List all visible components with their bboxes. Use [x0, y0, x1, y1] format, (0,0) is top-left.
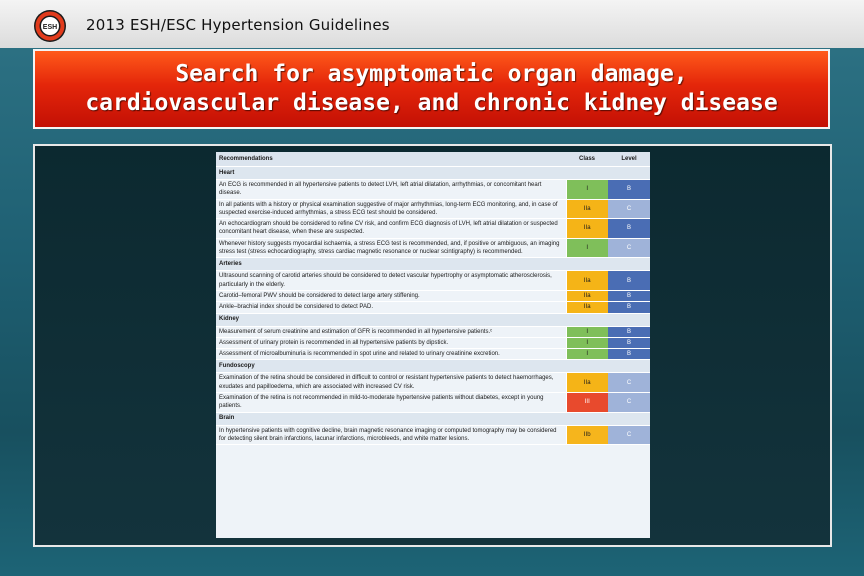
section-row: [216, 412, 650, 425]
recommendation-text: In all patients with a history or physical examination suggestive of major arrhythmias, long-term ECG monitoring, and, in case of suspected exercise-induced arrhythmias, a stress ECG test should be considered.: [216, 199, 566, 219]
recommendation-text: An ECG is recommended in all hypertensive patients to detect LVH, left atrial dilatation, arrhythmias, or concomitant heart disease.: [216, 180, 566, 200]
recommendation-text: In hypertensive patients with cognitive decline, brain magnetic resonance imaging or computed tomography may be considered for detecting silent brain infarctions, lacunar infarctions, microbleeds, and white matter lesions.: [216, 425, 566, 445]
table-row: [216, 373, 650, 393]
table-row: [216, 271, 650, 291]
class-cell: IIb: [566, 425, 608, 445]
class-cell: I: [566, 326, 608, 337]
section-heading: Arteries: [216, 258, 650, 271]
table-row: [216, 238, 650, 258]
class-cell: IIa: [566, 373, 608, 393]
recommendations-table-container: [216, 152, 650, 538]
class-cell: IIa: [566, 199, 608, 219]
recommendation-text: Measurement of serum creatinine and estimation of GFR is recommended in all hypertensive patients.ᶜ: [216, 326, 566, 337]
level-cell: B: [608, 271, 650, 291]
recommendation-text: Examination of the retina should be considered in difficult to control or resistant hypertensive patients to detect haemorrhages, exudates and papilloedema, which are associated with increased CV risk.: [216, 373, 566, 393]
recommendation-text: Whenever history suggests myocardial ischaemia, a stress ECG test is recommended, and, if positive or ambiguous, an imaging stress test (stress echocardiography, stress cardiac magnetic resonance or nuclear scintigraphy) is recommended.: [216, 238, 566, 258]
class-cell: IIa: [566, 219, 608, 239]
recommendation-text: Ultrasound scanning of carotid arteries should be considered to detect vascular hypertrophy or asymptomatic atherosclerosis, particularly in the elderly.: [216, 271, 566, 291]
slide-title: [85, 60, 777, 118]
section-heading: Kidney: [216, 313, 650, 326]
section-heading: Fundoscopy: [216, 360, 650, 373]
class-cell: IIa: [566, 302, 608, 313]
section-row: [216, 167, 650, 180]
esh-logo: [33, 9, 67, 43]
slide-title-line-2: cardiovascular disease, and chronic kidney disease: [85, 90, 778, 116]
logo-text: ESH: [42, 24, 58, 31]
column-header-class: Class: [566, 152, 608, 167]
class-cell: IIa: [566, 290, 608, 301]
table-row: [216, 337, 650, 348]
level-cell: C: [608, 425, 650, 445]
brand-title: 2013 ESH/ESC Hypertension Guidelines: [86, 16, 390, 34]
recommendations-table: [216, 152, 650, 445]
table-body: [216, 167, 650, 445]
column-header-recommendations: Recommendations: [216, 152, 566, 167]
section-row: [216, 258, 650, 271]
class-cell: I: [566, 349, 608, 360]
level-cell: C: [608, 199, 650, 219]
recommendation-text: An echocardiogram should be considered to refine CV risk, and confirm ECG diagnosis of LVH, left atrial dilatation or suspected concomitant heart disease, when these are suspected.: [216, 219, 566, 239]
table-row: [216, 425, 650, 445]
section-heading: Heart: [216, 167, 650, 180]
table-row: [216, 326, 650, 337]
table-row: [216, 290, 650, 301]
section-heading: Brain: [216, 412, 650, 425]
class-cell: I: [566, 337, 608, 348]
recommendation-text: Assessment of microalbuminuria is recommended in spot urine and related to urinary creatinine excretion.: [216, 349, 566, 360]
level-cell: B: [608, 219, 650, 239]
recommendation-text: Carotid–femoral PWV should be considered to detect large artery stiffening.: [216, 290, 566, 301]
class-cell: III: [566, 393, 608, 413]
table-row: [216, 199, 650, 219]
table-row: [216, 219, 650, 239]
section-row: [216, 313, 650, 326]
level-cell: B: [608, 349, 650, 360]
table-row: [216, 302, 650, 313]
table-row: [216, 180, 650, 200]
header-bar: [0, 0, 864, 48]
column-header-level: Level: [608, 152, 650, 167]
recommendation-text: Assessment of urinary protein is recommended in all hypertensive patients by dipstick.: [216, 337, 566, 348]
slide-title-line-1: Search for asymptomatic organ damage,: [175, 61, 688, 87]
level-cell: B: [608, 337, 650, 348]
class-cell: I: [566, 180, 608, 200]
recommendation-text: Examination of the retina is not recommended in mild-to-moderate hypertensive patients without diabetes, except in young patients.: [216, 393, 566, 413]
level-cell: B: [608, 290, 650, 301]
level-cell: B: [608, 180, 650, 200]
table-row: [216, 393, 650, 413]
level-cell: B: [608, 302, 650, 313]
level-cell: C: [608, 393, 650, 413]
level-cell: C: [608, 373, 650, 393]
recommendation-text: Ankle–brachial index should be considered to detect PAD.: [216, 302, 566, 313]
table-header-row: [216, 152, 650, 167]
class-cell: IIa: [566, 271, 608, 291]
slide-title-banner: [33, 49, 830, 129]
class-cell: I: [566, 238, 608, 258]
level-cell: B: [608, 326, 650, 337]
section-row: [216, 360, 650, 373]
level-cell: C: [608, 238, 650, 258]
table-row: [216, 349, 650, 360]
